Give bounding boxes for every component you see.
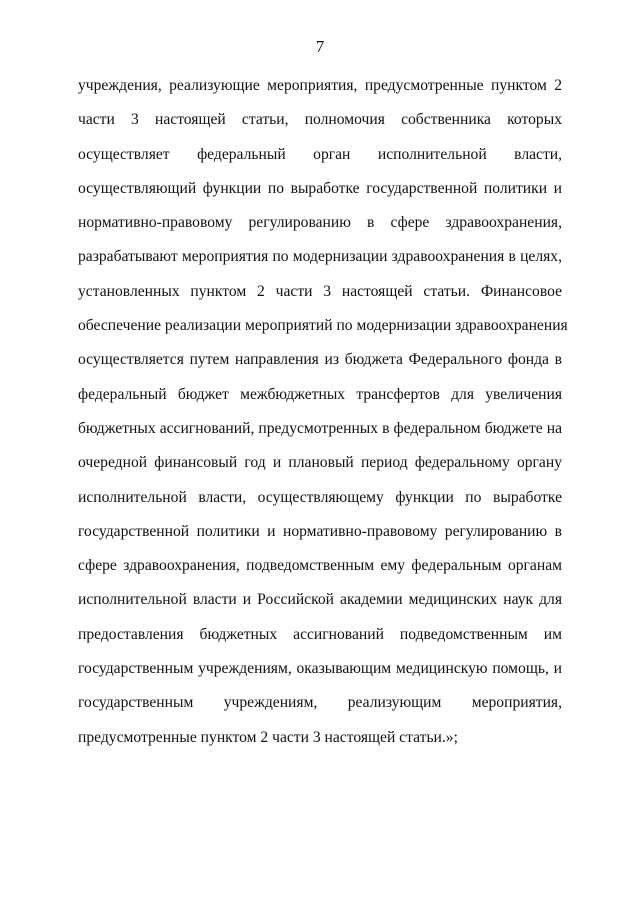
text-line: федеральный бюджет межбюджетных трансфертов для увеличения	[78, 385, 562, 403]
text-line: обеспечение реализации мероприятий по модернизации здравоохранения	[78, 317, 568, 335]
text-line: государственным учреждениям, реализующим мероприятия,	[78, 694, 562, 712]
text-line: исполнительной власти и Российской академии медицинских наук для	[78, 591, 562, 609]
text-line: очередной финансовый год и плановый период федеральному органу	[78, 454, 562, 472]
text-line: осуществляет федеральный орган исполнительной власти,	[78, 145, 562, 163]
text-line: государственной политики и нормативно-правовому регулированию в	[78, 522, 562, 540]
text-line: учреждения, реализующие мероприятия, предусмотренные пунктом 2	[78, 77, 562, 94]
text-line: бюджетных ассигнований, предусмотренных в федеральном бюджете на	[78, 419, 562, 437]
text-line: части 3 настоящей статьи, полномочия собственника которых	[78, 111, 562, 129]
text-line: предусмотренные пунктом 2 части 3 настоящей статьи.»;	[78, 728, 458, 746]
text-line: предоставления бюджетных ассигнований подведомственным им	[78, 625, 562, 643]
text-line: установленных пунктом 2 части 3 настоящей статьи. Финансовое	[78, 282, 562, 300]
body-paragraph	[78, 74, 568, 760]
text-line: нормативно-правовому регулированию в сфере здравоохранения,	[78, 214, 562, 232]
text-line: разрабатывают мероприятия по модернизации здравоохранения в целях,	[78, 248, 562, 266]
text-line: исполнительной власти, осуществляющему функции по выработке	[78, 488, 562, 506]
page-number: 7	[315, 37, 325, 56]
text-line: осуществляющий функции по выработке государственной политики и	[78, 179, 562, 197]
text-line: сфере здравоохранения, подведомственным ему федеральным органам	[78, 557, 562, 575]
text-line: государственным учреждениям, оказывающим медицинскую помощь, и	[78, 660, 562, 678]
text-line: осуществляется путем направления из бюджета Федерального фонда в	[78, 351, 562, 369]
